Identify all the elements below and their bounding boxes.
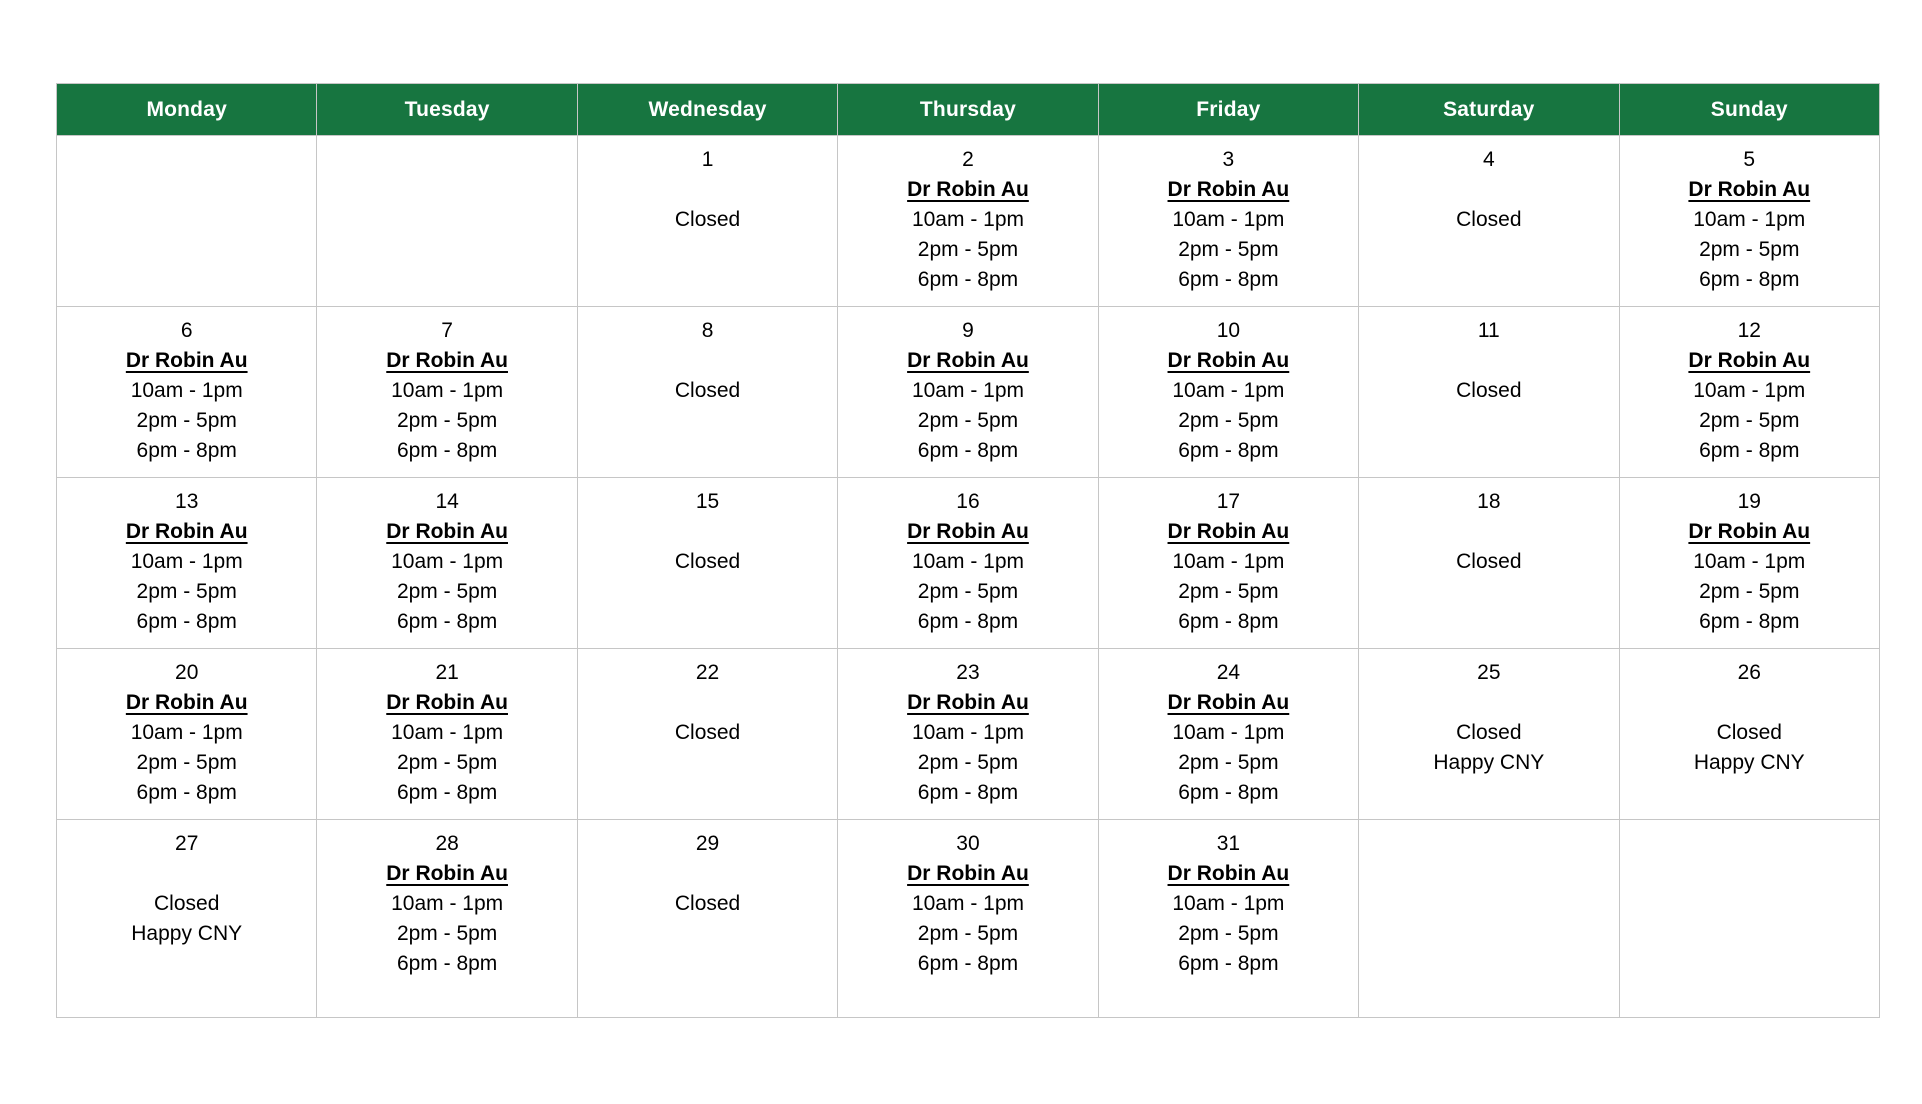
date-number: 9 bbox=[962, 319, 974, 342]
date-number: 1 bbox=[701, 148, 714, 171]
day-cell-empty bbox=[1359, 820, 1619, 1018]
open-hours-line: 10am - 1pm bbox=[391, 379, 504, 402]
day-cell-27 bbox=[57, 820, 317, 1018]
day-cell-1 bbox=[577, 136, 837, 307]
day-cell-20 bbox=[57, 649, 317, 820]
week-row-4 bbox=[57, 649, 1880, 820]
open-hours-line: 2pm - 5pm bbox=[396, 751, 498, 774]
date-number: 24 bbox=[1216, 661, 1241, 684]
holiday-note: Happy CNY bbox=[131, 922, 243, 945]
open-hours-line: 10am - 1pm bbox=[1172, 379, 1285, 402]
doctor-name: Dr Robin Au bbox=[1167, 691, 1290, 714]
doctor-name: Dr Robin Au bbox=[907, 862, 1029, 885]
week-row-1 bbox=[57, 136, 1880, 307]
doctor-name: Dr Robin Au bbox=[125, 691, 248, 714]
open-hours-line: 10am - 1pm bbox=[1172, 721, 1285, 744]
open-hours-line: 10am - 1pm bbox=[1693, 208, 1806, 231]
blank-line bbox=[1363, 346, 1614, 376]
day-cell-26 bbox=[1619, 649, 1879, 820]
open-hours-line: 10am - 1pm bbox=[911, 379, 1024, 402]
doctor-name: Dr Robin Au bbox=[907, 178, 1029, 201]
date-number: 13 bbox=[175, 490, 199, 513]
open-hours-line: 2pm - 5pm bbox=[917, 409, 1019, 432]
open-hours-line: 6pm - 8pm bbox=[396, 439, 498, 462]
date-number: 18 bbox=[1477, 490, 1501, 513]
doctor-name: Dr Robin Au bbox=[125, 520, 248, 543]
blank-line bbox=[582, 688, 833, 718]
open-hours-line: 2pm - 5pm bbox=[1178, 751, 1279, 774]
open-hours-line: 10am - 1pm bbox=[391, 892, 504, 915]
date-number: 7 bbox=[441, 319, 453, 342]
open-hours-line: 6pm - 8pm bbox=[1178, 952, 1279, 975]
date-number: 25 bbox=[1477, 661, 1501, 684]
open-hours-line: 2pm - 5pm bbox=[1178, 238, 1279, 261]
blank-line bbox=[1363, 688, 1614, 718]
open-hours-line: 6pm - 8pm bbox=[1178, 268, 1279, 291]
open-hours-line: 2pm - 5pm bbox=[136, 409, 237, 432]
open-hours-line: 10am - 1pm bbox=[1172, 550, 1285, 573]
doctor-name: Dr Robin Au bbox=[907, 349, 1029, 372]
open-hours-line: 10am - 1pm bbox=[911, 550, 1024, 573]
doctor-name: Dr Robin Au bbox=[386, 349, 508, 372]
day-cell-25 bbox=[1359, 649, 1619, 820]
doctor-name: Dr Robin Au bbox=[1688, 520, 1811, 543]
open-hours-line: 10am - 1pm bbox=[1693, 550, 1806, 573]
doctor-name: Dr Robin Au bbox=[1167, 349, 1290, 372]
date-number: 17 bbox=[1216, 490, 1241, 513]
open-hours-line: 10am - 1pm bbox=[911, 208, 1024, 231]
date-number: 27 bbox=[175, 832, 199, 855]
date-number: 8 bbox=[701, 319, 714, 342]
open-hours-line: 6pm - 8pm bbox=[396, 610, 498, 633]
day-cell-11 bbox=[1359, 307, 1619, 478]
doctor-name: Dr Robin Au bbox=[1688, 178, 1811, 201]
doctor-name: Dr Robin Au bbox=[386, 520, 508, 543]
closed-label: Closed bbox=[1456, 208, 1522, 231]
closed-label: Closed bbox=[1716, 721, 1782, 744]
open-hours-line: 2pm - 5pm bbox=[1699, 409, 1800, 432]
schedule-table bbox=[56, 83, 1880, 1018]
day-cell-21 bbox=[317, 649, 577, 820]
blank-line bbox=[582, 517, 833, 547]
blank-line bbox=[1363, 175, 1614, 205]
date-number: 2 bbox=[962, 148, 974, 171]
open-hours-line: 2pm - 5pm bbox=[136, 751, 237, 774]
open-hours-line: 10am - 1pm bbox=[130, 721, 243, 744]
doctor-name: Dr Robin Au bbox=[1167, 520, 1290, 543]
day-cell-31 bbox=[1098, 820, 1358, 1018]
open-hours-line: 10am - 1pm bbox=[130, 379, 243, 402]
weekday-header-row bbox=[57, 84, 1880, 136]
weekday-header-tuesday: Tuesday bbox=[317, 84, 577, 136]
open-hours-line: 10am - 1pm bbox=[391, 721, 504, 744]
day-cell-9 bbox=[838, 307, 1098, 478]
open-hours-line: 2pm - 5pm bbox=[917, 922, 1019, 945]
open-hours-line: 2pm - 5pm bbox=[396, 580, 498, 603]
closed-label: Closed bbox=[1456, 721, 1522, 744]
open-hours-line: 6pm - 8pm bbox=[917, 781, 1019, 804]
open-hours-line: 6pm - 8pm bbox=[917, 268, 1019, 291]
day-cell-empty bbox=[317, 136, 577, 307]
date-number: 14 bbox=[435, 490, 459, 513]
open-hours-line: 10am - 1pm bbox=[1172, 892, 1285, 915]
day-cell-29 bbox=[577, 820, 837, 1018]
open-hours-line: 2pm - 5pm bbox=[1699, 580, 1800, 603]
day-cell-14 bbox=[317, 478, 577, 649]
open-hours-line: 6pm - 8pm bbox=[136, 610, 237, 633]
day-cell-16 bbox=[838, 478, 1098, 649]
doctor-name: Dr Robin Au bbox=[386, 691, 508, 714]
day-cell-15 bbox=[577, 478, 837, 649]
holiday-note: Happy CNY bbox=[1693, 751, 1805, 774]
blank-line bbox=[582, 175, 833, 205]
day-cell-8 bbox=[577, 307, 837, 478]
weekday-header-thursday: Thursday bbox=[838, 84, 1098, 136]
day-cell-empty bbox=[57, 136, 317, 307]
open-hours-line: 2pm - 5pm bbox=[396, 922, 498, 945]
monthly-schedule-calendar bbox=[56, 83, 1880, 1018]
open-hours-line: 2pm - 5pm bbox=[917, 580, 1019, 603]
open-hours-line: 6pm - 8pm bbox=[1699, 610, 1800, 633]
date-number: 10 bbox=[1216, 319, 1241, 342]
weekday-header-friday: Friday bbox=[1098, 84, 1358, 136]
holiday-note: Happy CNY bbox=[1433, 751, 1545, 774]
date-number: 4 bbox=[1482, 148, 1495, 171]
date-number: 3 bbox=[1222, 148, 1235, 171]
open-hours-line: 6pm - 8pm bbox=[396, 952, 498, 975]
closed-label: Closed bbox=[674, 379, 741, 402]
day-cell-17 bbox=[1098, 478, 1358, 649]
week-row-3 bbox=[57, 478, 1880, 649]
weekday-header-wednesday: Wednesday bbox=[577, 84, 837, 136]
day-cell-3 bbox=[1098, 136, 1358, 307]
day-cell-12 bbox=[1619, 307, 1879, 478]
open-hours-line: 6pm - 8pm bbox=[917, 952, 1019, 975]
doctor-name: Dr Robin Au bbox=[1167, 862, 1290, 885]
open-hours-line: 6pm - 8pm bbox=[1178, 610, 1279, 633]
week-row-2 bbox=[57, 307, 1880, 478]
closed-label: Closed bbox=[674, 721, 741, 744]
date-number: 19 bbox=[1737, 490, 1761, 513]
open-hours-line: 10am - 1pm bbox=[1172, 208, 1285, 231]
open-hours-line: 2pm - 5pm bbox=[917, 238, 1019, 261]
date-number: 29 bbox=[695, 832, 720, 855]
closed-label: Closed bbox=[674, 208, 741, 231]
day-cell-28 bbox=[317, 820, 577, 1018]
open-hours-line: 2pm - 5pm bbox=[1178, 922, 1279, 945]
day-cell-10 bbox=[1098, 307, 1358, 478]
day-cell-23 bbox=[838, 649, 1098, 820]
blank-line bbox=[1624, 688, 1875, 718]
date-number: 31 bbox=[1216, 832, 1241, 855]
open-hours-line: 2pm - 5pm bbox=[917, 751, 1019, 774]
closed-label: Closed bbox=[674, 550, 741, 573]
doctor-name: Dr Robin Au bbox=[907, 520, 1029, 543]
open-hours-line: 10am - 1pm bbox=[911, 721, 1024, 744]
open-hours-line: 2pm - 5pm bbox=[1699, 238, 1800, 261]
open-hours-line: 6pm - 8pm bbox=[1699, 268, 1800, 291]
closed-label: Closed bbox=[1456, 379, 1522, 402]
blank-line bbox=[582, 346, 833, 376]
day-cell-7 bbox=[317, 307, 577, 478]
doctor-name: Dr Robin Au bbox=[386, 862, 508, 885]
open-hours-line: 6pm - 8pm bbox=[1699, 439, 1800, 462]
open-hours-line: 6pm - 8pm bbox=[917, 610, 1019, 633]
open-hours-line: 10am - 1pm bbox=[391, 550, 504, 573]
date-number: 5 bbox=[1743, 148, 1756, 171]
open-hours-line: 6pm - 8pm bbox=[1178, 781, 1279, 804]
open-hours-line: 10am - 1pm bbox=[1693, 379, 1806, 402]
date-number: 28 bbox=[435, 832, 459, 855]
open-hours-line: 2pm - 5pm bbox=[396, 409, 498, 432]
blank-line bbox=[582, 859, 833, 889]
day-cell-4 bbox=[1359, 136, 1619, 307]
date-number: 23 bbox=[956, 661, 980, 684]
weekday-header-sunday: Sunday bbox=[1619, 84, 1879, 136]
closed-label: Closed bbox=[674, 892, 741, 915]
date-number: 15 bbox=[695, 490, 720, 513]
doctor-name: Dr Robin Au bbox=[907, 691, 1029, 714]
day-cell-24 bbox=[1098, 649, 1358, 820]
date-number: 6 bbox=[180, 319, 193, 342]
week-row-5 bbox=[57, 820, 1880, 1018]
open-hours-line: 6pm - 8pm bbox=[917, 439, 1019, 462]
blank-line bbox=[1363, 517, 1614, 547]
day-cell-empty bbox=[1619, 820, 1879, 1018]
open-hours-line: 2pm - 5pm bbox=[136, 580, 237, 603]
open-hours-line: 2pm - 5pm bbox=[1178, 409, 1279, 432]
date-number: 22 bbox=[695, 661, 720, 684]
day-cell-22 bbox=[577, 649, 837, 820]
date-number: 11 bbox=[1477, 319, 1500, 342]
blank-line bbox=[61, 859, 312, 889]
open-hours-line: 6pm - 8pm bbox=[136, 439, 237, 462]
open-hours-line: 2pm - 5pm bbox=[1178, 580, 1279, 603]
date-number: 20 bbox=[175, 661, 199, 684]
day-cell-13 bbox=[57, 478, 317, 649]
day-cell-5 bbox=[1619, 136, 1879, 307]
doctor-name: Dr Robin Au bbox=[1688, 349, 1811, 372]
open-hours-line: 10am - 1pm bbox=[130, 550, 243, 573]
doctor-name: Dr Robin Au bbox=[1167, 178, 1290, 201]
open-hours-line: 6pm - 8pm bbox=[136, 781, 237, 804]
closed-label: Closed bbox=[1456, 550, 1522, 573]
day-cell-2 bbox=[838, 136, 1098, 307]
date-number: 21 bbox=[435, 661, 459, 684]
date-number: 30 bbox=[956, 832, 980, 855]
date-number: 16 bbox=[956, 490, 980, 513]
closed-label: Closed bbox=[154, 892, 220, 915]
weekday-header-saturday: Saturday bbox=[1359, 84, 1619, 136]
open-hours-line: 10am - 1pm bbox=[911, 892, 1024, 915]
day-cell-19 bbox=[1619, 478, 1879, 649]
weekday-header-monday: Monday bbox=[57, 84, 317, 136]
day-cell-30 bbox=[838, 820, 1098, 1018]
day-cell-18 bbox=[1359, 478, 1619, 649]
doctor-name: Dr Robin Au bbox=[125, 349, 248, 372]
open-hours-line: 6pm - 8pm bbox=[396, 781, 498, 804]
day-cell-6 bbox=[57, 307, 317, 478]
open-hours-line: 6pm - 8pm bbox=[1178, 439, 1279, 462]
date-number: 26 bbox=[1737, 661, 1761, 684]
date-number: 12 bbox=[1737, 319, 1761, 342]
